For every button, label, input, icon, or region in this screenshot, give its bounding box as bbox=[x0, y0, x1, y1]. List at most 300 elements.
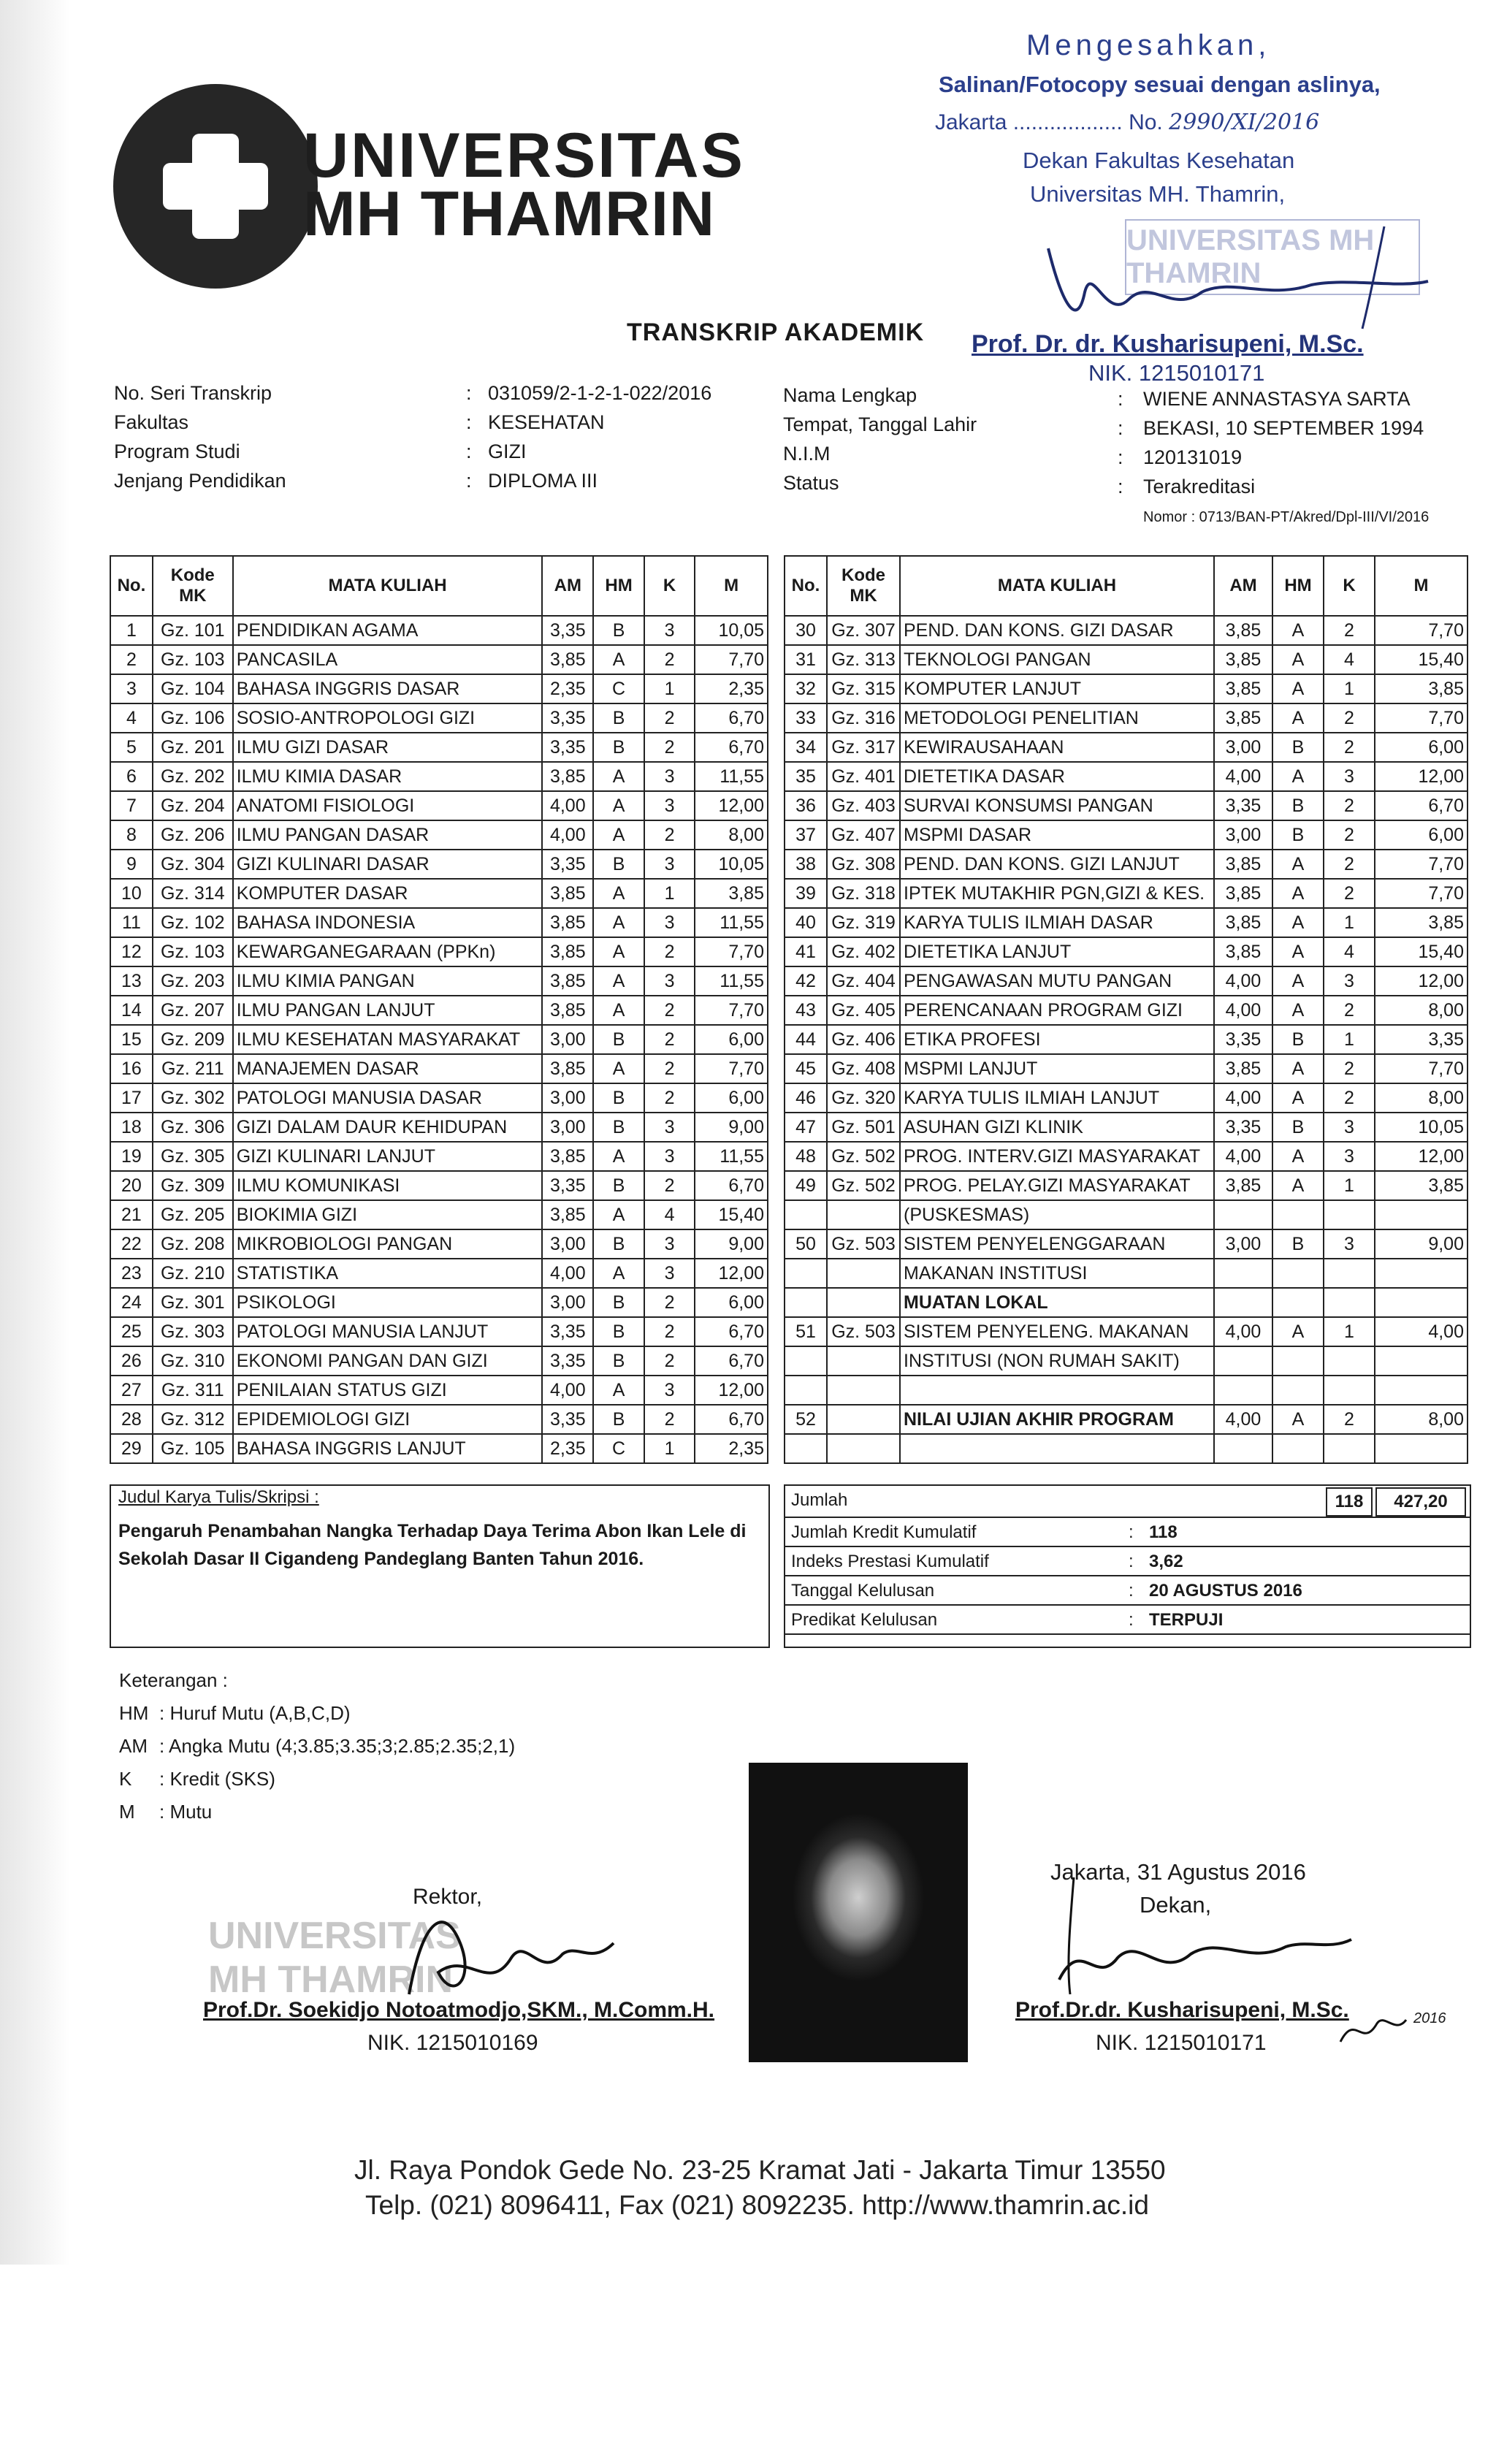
hm-value: A bbox=[1272, 674, 1324, 703]
am-value: 4,00 bbox=[1214, 1083, 1272, 1113]
col-header-kode-line2: MK bbox=[179, 586, 207, 606]
course-no: 12 bbox=[110, 937, 153, 966]
course-code: Gz. 304 bbox=[153, 850, 233, 879]
table-row bbox=[110, 908, 768, 937]
course-name: GIZI KULINARI LANJUT bbox=[233, 1142, 543, 1171]
table-row bbox=[785, 1259, 1468, 1288]
university-logo-icon bbox=[113, 84, 318, 289]
mutu-value: 3,85 bbox=[1375, 1171, 1468, 1200]
hm-value: A bbox=[593, 762, 644, 791]
am-value: 3,00 bbox=[542, 1229, 593, 1259]
info-left-colon-4: : bbox=[466, 470, 472, 492]
legalization-university: Universitas MH. Thamrin, bbox=[1030, 181, 1286, 207]
am-value: 3,35 bbox=[542, 703, 593, 733]
course-no: 23 bbox=[110, 1259, 153, 1288]
table-row bbox=[110, 674, 768, 703]
table-row bbox=[110, 937, 768, 966]
credit-value: 2 bbox=[644, 1025, 695, 1054]
hm-value: B bbox=[1272, 733, 1324, 762]
summary-colon-4: : bbox=[1129, 1610, 1134, 1630]
mutu-value: 9,00 bbox=[695, 1229, 768, 1259]
credit-value bbox=[1324, 1434, 1375, 1463]
course-no: 22 bbox=[110, 1229, 153, 1259]
am-value bbox=[1214, 1376, 1272, 1405]
course-no: 6 bbox=[110, 762, 153, 791]
col-header-mata-kuliah: MATA KULIAH bbox=[233, 556, 543, 616]
am-value: 3,85 bbox=[542, 966, 593, 996]
course-name: METODOLOGI PENELITIAN bbox=[900, 703, 1214, 733]
course-code: Gz. 105 bbox=[153, 1434, 233, 1463]
am-value: 4,00 bbox=[542, 820, 593, 850]
hm-value: A bbox=[1272, 645, 1324, 674]
table-row bbox=[110, 791, 768, 820]
course-name: INSTITUSI (NON RUMAH SAKIT) bbox=[900, 1346, 1214, 1376]
course-code: Gz. 318 bbox=[827, 879, 900, 908]
credit-value: 2 bbox=[644, 1346, 695, 1376]
hm-value: A bbox=[1272, 616, 1324, 645]
hm-value: A bbox=[1272, 1083, 1324, 1113]
course-name bbox=[900, 1376, 1214, 1405]
course-no bbox=[785, 1200, 827, 1229]
summary-colon-3: : bbox=[1129, 1581, 1134, 1601]
legalization-statement: Salinan/Fotocopy sesuai dengan aslinya, bbox=[939, 72, 1381, 97]
course-no: 32 bbox=[785, 674, 827, 703]
am-value: 3,35 bbox=[542, 733, 593, 762]
grades-table-right-body bbox=[785, 616, 1468, 1463]
course-name: GIZI DALAM DAUR KEHIDUPAN bbox=[233, 1113, 543, 1142]
credit-value: 2 bbox=[1324, 616, 1375, 645]
hm-value: B bbox=[1272, 1113, 1324, 1142]
mutu-value: 2,35 bbox=[695, 1434, 768, 1463]
hm-value bbox=[1272, 1434, 1324, 1463]
course-no: 5 bbox=[110, 733, 153, 762]
hm-value: B bbox=[593, 850, 644, 879]
hm-value: C bbox=[593, 674, 644, 703]
credit-value: 2 bbox=[1324, 879, 1375, 908]
course-code: Gz. 208 bbox=[153, 1229, 233, 1259]
course-no: 29 bbox=[110, 1434, 153, 1463]
mutu-value: 6,00 bbox=[1375, 733, 1468, 762]
am-value: 3,85 bbox=[542, 937, 593, 966]
logo-text-line2: MH THAMRIN bbox=[303, 179, 716, 249]
hm-value: A bbox=[593, 791, 644, 820]
course-name: KOMPUTER DASAR bbox=[233, 879, 543, 908]
course-no: 17 bbox=[110, 1083, 153, 1113]
hm-value: A bbox=[1272, 850, 1324, 879]
credit-value: 3 bbox=[1324, 1113, 1375, 1142]
course-name: ILMU PANGAN DASAR bbox=[233, 820, 543, 850]
legalization-dean-title: Dekan Fakultas Kesehatan bbox=[1023, 148, 1295, 173]
course-name: PATOLOGI MANUSIA LANJUT bbox=[233, 1317, 543, 1346]
am-value: 3,85 bbox=[542, 1054, 593, 1083]
course-name: KARYA TULIS ILMIAH LANJUT bbox=[900, 1083, 1214, 1113]
graduation-date-value: 20 AGUSTUS 2016 bbox=[1149, 1581, 1302, 1601]
summary-colon-1: : bbox=[1129, 1522, 1134, 1542]
footer-contact: Telp. (021) 8096411, Fax (021) 8092235. http://www.thamrin.ac.id bbox=[365, 2190, 1149, 2220]
table-row bbox=[110, 1259, 768, 1288]
legend-desc-hm: : Huruf Mutu (A,B,C,D) bbox=[159, 1702, 351, 1724]
course-no: 8 bbox=[110, 820, 153, 850]
course-code: Gz. 301 bbox=[153, 1288, 233, 1317]
course-name: IPTEK MUTAKHIR PGN,GIZI & KES. bbox=[900, 879, 1214, 908]
dekan-place-date: Jakarta, 31 Agustus 2016 bbox=[1050, 1859, 1306, 1885]
am-value: 3,00 bbox=[1214, 820, 1272, 850]
course-code: Gz. 402 bbox=[827, 937, 900, 966]
credit-value: 1 bbox=[1324, 1025, 1375, 1054]
info-left-label-3: Program Studi bbox=[114, 440, 240, 462]
course-name: SOSIO-ANTROPOLOGI GIZI bbox=[233, 703, 543, 733]
course-name: PANCASILA bbox=[233, 645, 543, 674]
hm-value: B bbox=[593, 733, 644, 762]
col-header-m: M bbox=[695, 556, 768, 616]
course-name: PROG. INTERV.GIZI MASYARAKAT bbox=[900, 1142, 1214, 1171]
table-row bbox=[110, 703, 768, 733]
legend-key-k: K bbox=[119, 1768, 132, 1790]
table-row bbox=[785, 645, 1468, 674]
course-no: 20 bbox=[110, 1171, 153, 1200]
am-value bbox=[1214, 1346, 1272, 1376]
summary-label-3: Tanggal Kelulusan bbox=[791, 1581, 935, 1601]
summary-total-credits: 118 bbox=[1326, 1487, 1373, 1517]
credit-value: 2 bbox=[1324, 1054, 1375, 1083]
hm-value: B bbox=[593, 1288, 644, 1317]
hm-value: A bbox=[1272, 1054, 1324, 1083]
course-no: 30 bbox=[785, 616, 827, 645]
hm-value: A bbox=[1272, 703, 1324, 733]
summary-divider-4 bbox=[785, 1604, 1470, 1606]
am-value: 3,85 bbox=[1214, 616, 1272, 645]
credit-value: 4 bbox=[1324, 645, 1375, 674]
course-no: 25 bbox=[110, 1317, 153, 1346]
hm-value: A bbox=[593, 879, 644, 908]
course-code: Gz. 406 bbox=[827, 1025, 900, 1054]
info-right-label-1: Nama Lengkap bbox=[783, 384, 917, 406]
grades-table-left-header bbox=[110, 556, 768, 616]
table-row bbox=[785, 703, 1468, 733]
course-name: ANATOMI FISIOLOGI bbox=[233, 791, 543, 820]
course-code: Gz. 102 bbox=[153, 908, 233, 937]
course-name: KARYA TULIS ILMIAH DASAR bbox=[900, 908, 1214, 937]
course-no: 28 bbox=[110, 1405, 153, 1434]
course-no: 26 bbox=[110, 1346, 153, 1376]
course-name: ILMU GIZI DASAR bbox=[233, 733, 543, 762]
table-row bbox=[785, 1054, 1468, 1083]
hm-value: A bbox=[1272, 762, 1324, 791]
mutu-value: 11,55 bbox=[695, 966, 768, 996]
course-code: Gz. 103 bbox=[153, 645, 233, 674]
mutu-value: 7,70 bbox=[695, 645, 768, 674]
course-code: Gz. 309 bbox=[153, 1171, 233, 1200]
course-name: ILMU KIMIA PANGAN bbox=[233, 966, 543, 996]
info-right-label-3: N.I.M bbox=[783, 443, 831, 465]
credit-value: 4 bbox=[644, 1200, 695, 1229]
hm-value: A bbox=[593, 1376, 644, 1405]
course-no bbox=[785, 1346, 827, 1376]
credit-value: 2 bbox=[644, 820, 695, 850]
am-value: 3,00 bbox=[542, 1113, 593, 1142]
course-no: 11 bbox=[110, 908, 153, 937]
hm-value: B bbox=[593, 1083, 644, 1113]
mutu-value: 2,35 bbox=[695, 674, 768, 703]
hm-value: A bbox=[593, 1054, 644, 1083]
course-no: 37 bbox=[785, 820, 827, 850]
course-no: 1 bbox=[110, 616, 153, 645]
course-code: Gz. 407 bbox=[827, 820, 900, 850]
course-code: Gz. 206 bbox=[153, 820, 233, 850]
am-value: 3,35 bbox=[542, 616, 593, 645]
grades-table-left bbox=[110, 555, 768, 1464]
mutu-value bbox=[1375, 1200, 1468, 1229]
credit-value: 3 bbox=[644, 1376, 695, 1405]
am-value: 3,00 bbox=[542, 1025, 593, 1054]
course-code: Gz. 311 bbox=[153, 1376, 233, 1405]
hm-value: A bbox=[593, 996, 644, 1025]
course-name: PENGAWASAN MUTU PANGAN bbox=[900, 966, 1214, 996]
credit-value: 2 bbox=[644, 733, 695, 762]
credit-value: 3 bbox=[644, 1142, 695, 1171]
hm-value: A bbox=[593, 1200, 644, 1229]
am-value: 2,35 bbox=[542, 674, 593, 703]
am-value: 3,00 bbox=[1214, 733, 1272, 762]
initials-date-note: 2016 bbox=[1413, 2010, 1446, 2026]
table-row bbox=[785, 879, 1468, 908]
table-row bbox=[785, 996, 1468, 1025]
credit-value: 2 bbox=[1324, 1405, 1375, 1434]
course-no: 16 bbox=[110, 1054, 153, 1083]
credit-value: 3 bbox=[644, 850, 695, 879]
col-header-hm: HM bbox=[1272, 556, 1324, 616]
course-code: Gz. 401 bbox=[827, 762, 900, 791]
rektor-stamp: UNIVERSITAS MH THAMRIN bbox=[208, 1915, 461, 2001]
am-value: 3,85 bbox=[1214, 879, 1272, 908]
table-row bbox=[785, 733, 1468, 762]
course-name: KEWARGANEGARAAN (PPKn) bbox=[233, 937, 543, 966]
col-header-kode-line2: MK bbox=[850, 586, 877, 606]
hm-value: B bbox=[593, 1113, 644, 1142]
course-no: 41 bbox=[785, 937, 827, 966]
course-code: Gz. 310 bbox=[153, 1346, 233, 1376]
credit-value bbox=[1324, 1200, 1375, 1229]
info-left-colon-1: : bbox=[466, 382, 472, 404]
credit-value: 1 bbox=[644, 674, 695, 703]
table-row bbox=[110, 1434, 768, 1463]
course-code: Gz. 502 bbox=[827, 1171, 900, 1200]
course-name: ILMU KOMUNIKASI bbox=[233, 1171, 543, 1200]
credit-value: 2 bbox=[644, 1054, 695, 1083]
credit-value: 4 bbox=[1324, 937, 1375, 966]
table-row bbox=[110, 1288, 768, 1317]
course-no: 45 bbox=[785, 1054, 827, 1083]
rektor-name: Prof.Dr. Soekidjo Notoatmodjo,SKM., M.Comm.H. bbox=[203, 1998, 715, 2022]
credit-value: 2 bbox=[644, 1288, 695, 1317]
mutu-value: 3,85 bbox=[1375, 674, 1468, 703]
accreditation-number: Nomor : 0713/BAN-PT/Akred/Dpl-III/VI/2016 bbox=[1143, 509, 1430, 525]
course-code: Gz. 405 bbox=[827, 996, 900, 1025]
course-no: 50 bbox=[785, 1229, 827, 1259]
hm-value: A bbox=[1272, 1317, 1324, 1346]
course-name: KOMPUTER LANJUT bbox=[900, 674, 1214, 703]
credit-value: 1 bbox=[644, 1434, 695, 1463]
hm-value: A bbox=[1272, 937, 1324, 966]
col-header-m: M bbox=[1375, 556, 1468, 616]
course-code: Gz. 319 bbox=[827, 908, 900, 937]
am-value: 4,00 bbox=[542, 1259, 593, 1288]
legalization-signature-icon bbox=[1034, 219, 1443, 336]
grades-table-right bbox=[784, 555, 1468, 1464]
am-value: 3,85 bbox=[1214, 703, 1272, 733]
thesis-box bbox=[110, 1484, 770, 1648]
transcript-serial-number: 031059/2-1-2-1-022/2016 bbox=[488, 382, 712, 404]
mutu-value: 10,05 bbox=[695, 616, 768, 645]
summary-label-1: Jumlah Kredit Kumulatif bbox=[791, 1522, 977, 1542]
course-no: 24 bbox=[110, 1288, 153, 1317]
am-value: 3,85 bbox=[542, 996, 593, 1025]
credit-value: 2 bbox=[644, 1317, 695, 1346]
credit-value: 1 bbox=[1324, 908, 1375, 937]
course-no: 52 bbox=[785, 1405, 827, 1434]
legend-title: Keterangan : bbox=[119, 1669, 228, 1691]
gpa-value: 3,62 bbox=[1149, 1552, 1183, 1571]
hm-value: B bbox=[1272, 791, 1324, 820]
col-header-hm: HM bbox=[593, 556, 644, 616]
birth-place-date-value: BEKASI, 10 SEPTEMBER 1994 bbox=[1143, 417, 1424, 439]
am-value: 3,00 bbox=[542, 1288, 593, 1317]
credit-value: 3 bbox=[1324, 762, 1375, 791]
table-row bbox=[785, 1317, 1468, 1346]
table-row bbox=[110, 1405, 768, 1434]
hm-value bbox=[1272, 1259, 1324, 1288]
table-row bbox=[110, 1171, 768, 1200]
table-row bbox=[110, 616, 768, 645]
mutu-value: 6,70 bbox=[695, 703, 768, 733]
course-code: Gz. 408 bbox=[827, 1054, 900, 1083]
hm-value: A bbox=[593, 820, 644, 850]
mutu-value: 6,70 bbox=[695, 1346, 768, 1376]
credit-value: 3 bbox=[1324, 1142, 1375, 1171]
hm-value: B bbox=[593, 703, 644, 733]
footer-address: Jl. Raya Pondok Gede No. 23-25 Kramat Jati - Jakarta Timur 13550 bbox=[354, 2155, 1166, 2185]
course-name: MANAJEMEN DASAR bbox=[233, 1054, 543, 1083]
table-row bbox=[110, 762, 768, 791]
thesis-title: Pengaruh Penambahan Nangka Terhadap Daya Terima Abon Ikan Lele di Sekolah Dasar II Cigandeng Pandeglang Banten Tahun 2016. bbox=[118, 1521, 747, 1569]
course-name: EKONOMI PANGAN DAN GIZI bbox=[233, 1346, 543, 1376]
education-level-value: DIPLOMA III bbox=[488, 470, 598, 492]
hm-value: A bbox=[593, 1259, 644, 1288]
table-row bbox=[110, 645, 768, 674]
course-name: MAKANAN INSTITUSI bbox=[900, 1259, 1214, 1288]
course-code: Gz. 302 bbox=[153, 1083, 233, 1113]
mutu-value: 3,35 bbox=[1375, 1025, 1468, 1054]
course-code: Gz. 307 bbox=[827, 616, 900, 645]
course-code: Gz. 202 bbox=[153, 762, 233, 791]
grades-table-left-body bbox=[110, 616, 768, 1463]
mutu-value: 3,85 bbox=[695, 879, 768, 908]
legalization-dean-nik: NIK. 1215010171 bbox=[1088, 360, 1265, 386]
mutu-value: 6,00 bbox=[1375, 820, 1468, 850]
table-row bbox=[785, 674, 1468, 703]
mutu-value: 7,70 bbox=[1375, 703, 1468, 733]
credit-value bbox=[1324, 1346, 1375, 1376]
course-name: (PUSKESMAS) bbox=[900, 1200, 1214, 1229]
mutu-value: 11,55 bbox=[695, 762, 768, 791]
course-no: 44 bbox=[785, 1025, 827, 1054]
am-value: 3,85 bbox=[542, 645, 593, 674]
page-title: TRANSKRIP AKADEMIK bbox=[627, 319, 925, 346]
table-row bbox=[785, 762, 1468, 791]
credit-value: 2 bbox=[1324, 820, 1375, 850]
mutu-value: 3,85 bbox=[1375, 908, 1468, 937]
student-id-value: 120131019 bbox=[1143, 446, 1243, 468]
am-value: 3,35 bbox=[1214, 1113, 1272, 1142]
col-header-am: AM bbox=[542, 556, 593, 616]
mutu-value: 10,05 bbox=[695, 850, 768, 879]
course-name: PROG. PELAY.GIZI MASYARAKAT bbox=[900, 1171, 1214, 1200]
mutu-value: 11,55 bbox=[695, 908, 768, 937]
course-code: Gz. 104 bbox=[153, 674, 233, 703]
mutu-value bbox=[1375, 1434, 1468, 1463]
course-code: Gz. 306 bbox=[153, 1113, 233, 1142]
hm-value: B bbox=[593, 1346, 644, 1376]
course-name: ETIKA PROFESI bbox=[900, 1025, 1214, 1054]
am-value: 3,85 bbox=[1214, 908, 1272, 937]
credit-value: 2 bbox=[644, 996, 695, 1025]
course-code: Gz. 210 bbox=[153, 1259, 233, 1288]
logo-text-line1: UNIVERSITAS bbox=[303, 121, 745, 191]
mutu-value: 6,70 bbox=[695, 1405, 768, 1434]
legalization-heading: Mengesahkan, bbox=[1026, 29, 1271, 61]
course-no: 48 bbox=[785, 1142, 827, 1171]
hm-value: B bbox=[593, 1171, 644, 1200]
credit-value: 2 bbox=[1324, 1083, 1375, 1113]
course-code bbox=[827, 1288, 900, 1317]
credit-value: 2 bbox=[644, 937, 695, 966]
course-no bbox=[785, 1434, 827, 1463]
course-code: Gz. 502 bbox=[827, 1142, 900, 1171]
summary-divider-3 bbox=[785, 1575, 1470, 1576]
course-name: BAHASA INGGRIS DASAR bbox=[233, 674, 543, 703]
am-value: 3,85 bbox=[1214, 1171, 1272, 1200]
am-value: 3,85 bbox=[542, 908, 593, 937]
hm-value: A bbox=[593, 966, 644, 996]
credit-value: 2 bbox=[1324, 733, 1375, 762]
table-row bbox=[110, 1317, 768, 1346]
course-code: Gz. 106 bbox=[153, 703, 233, 733]
mutu-value: 8,00 bbox=[1375, 1405, 1468, 1434]
credit-value: 3 bbox=[1324, 966, 1375, 996]
hm-value: B bbox=[1272, 1025, 1324, 1054]
course-name: PEND. DAN KONS. GIZI LANJUT bbox=[900, 850, 1214, 879]
course-name: ILMU KESEHATAN MASYARAKAT bbox=[233, 1025, 543, 1054]
am-value: 3,35 bbox=[542, 1171, 593, 1200]
course-name: PENILAIAN STATUS GIZI bbox=[233, 1376, 543, 1405]
course-name: PATOLOGI MANUSIA DASAR bbox=[233, 1083, 543, 1113]
course-no: 43 bbox=[785, 996, 827, 1025]
course-no: 47 bbox=[785, 1113, 827, 1142]
table-row bbox=[785, 1142, 1468, 1171]
course-no: 4 bbox=[110, 703, 153, 733]
hm-value: B bbox=[1272, 820, 1324, 850]
credit-value: 2 bbox=[644, 1083, 695, 1113]
credit-value: 2 bbox=[644, 645, 695, 674]
course-code bbox=[827, 1259, 900, 1288]
course-code: Gz. 103 bbox=[153, 937, 233, 966]
summary-divider-5 bbox=[785, 1633, 1470, 1635]
table-row bbox=[785, 1171, 1468, 1200]
table-row bbox=[110, 1142, 768, 1171]
table-row bbox=[110, 1346, 768, 1376]
am-value: 3,85 bbox=[542, 1200, 593, 1229]
summary-divider-2 bbox=[785, 1546, 1470, 1547]
